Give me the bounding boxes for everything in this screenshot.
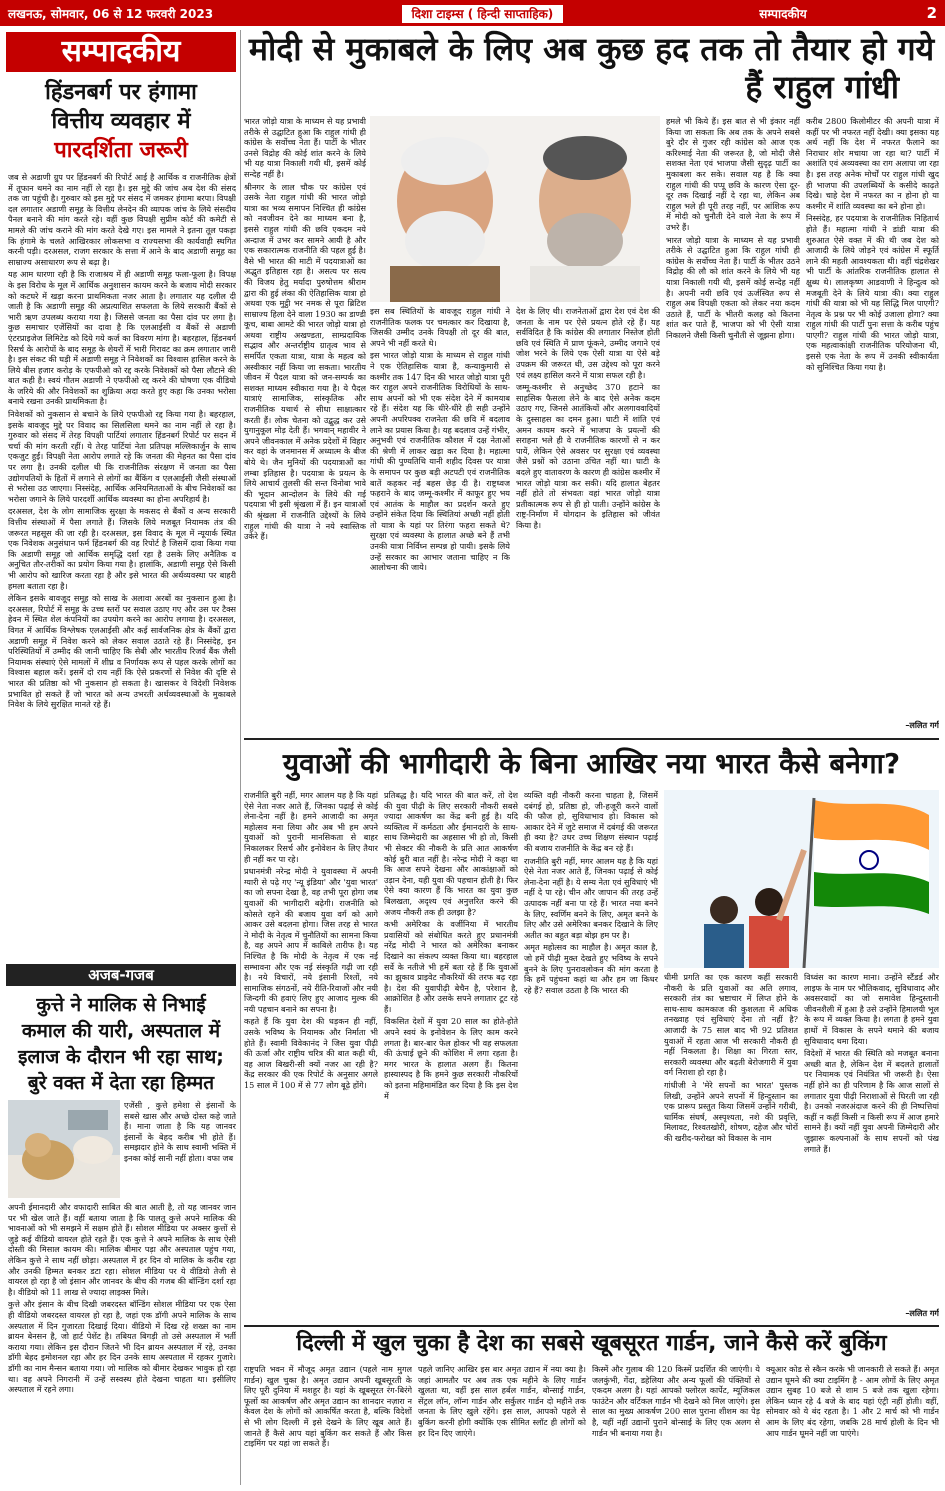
editorial-headline-line2: वित्तीय व्यवहार में: [51, 109, 191, 134]
rahul-paragraph: भारत जोड़ो यात्रा के माध्यम से यह प्रभावी तरीके से उद्घाटित हुआ कि राहुल गांधी ही कांग्रेस के सर्वोच्च नेता हैं। पार्टी के भीतर उनसे विद्रोह की कोई शांत करने के लिये भी यह यात्रा निकाली गयी थी, इसमें कोई सन्देह नहीं है।: [244, 116, 366, 179]
dog-story-paragraph: कुत्ते और इंसान के बीच दिखी जबरदस्त बॉन्डिंग सोशल मीडिया पर एक ऐसा ही वीडियो जबरदस्त वायरल हो रहा है, जहां एक डॉगी अपने मालिक के साथ अस्पताल में दिन गुजारता दिखाई दिया। वीडियो में दिख रहे शख्स का नाम ब्रायन बेनसन है, जो हार्ट पेशेंट है। तबियत बिगड़ी तो उसे अस्पताल में भर्ती कराया गया। लेकिन इस दौरान जितने भी दिन ब्रायन अस्पताल में रहे, उनका डॉगी बेहद इमोशनल रहा और हर दिन उनके साथ अस्पताल में रहकर गुजारे। डॉगी का नाम मैन्सन बताया गया। जो मालिक को बीमार देखकर भावुक हो रहा था। वह अपने निगरानी में उन्हें सस्वस्थ होते देखना चाहता था। इसीलिए अस्पताल में रहने लगा।: [8, 1299, 236, 1395]
dog-story-headline: [6, 992, 236, 1096]
dog-story-paragraph: एजेंसी , कुत्ते हमेशा से इंसानों के सबसे खास और अच्छे दोस्त कहे जाते हैं। माना जाता है कि यह जानवर इंसानों के बेहद करीब भी होते हैं। समझदार होने के साथ स्वामी भक्ति में इनका कोई सानी नहीं होता। वफा जब: [124, 1100, 236, 1163]
youth-paragraph: राजनीति बुरी नहीं, मगर आलम यह है कि यहां ऐसे नेता नजर आते हैं, जिनका पढ़ाई से कोई लेना-देना नहीं है। ये सम्य नेता एवं सुविधाएं भी नहीं दे पा रहे। चीन और जापान की तरह उन्हें उत्पादक नहीं बना पा रहे हैं। भारत नया बनने के लिए, स्वर्णिम बनने के लिए, अमृत बनने के लिए और उसे अमेरिका बनकर दिखाने के लिए अतीत का बहुत बड़ा बोझ हम पर है।: [524, 855, 658, 940]
dog-story-body-wrap: [124, 1100, 236, 1202]
garden-headline: दिल्ली में खुल चुका है देश का सबसे खूबसूरत गार्डन, जाने कैसे करें बुकिंग: [296, 1331, 887, 1356]
editorial-body: [8, 172, 236, 958]
ajab-gajab-section-label: अजब-गजब: [6, 964, 236, 986]
dog-headline-line4: बुरे वक्त में देता रहा हिम्मत: [27, 1072, 215, 1094]
youth-paragraph: विकसित देशों में युवा 20 साल का होते-होते अपने स्वयं के इनोवेशन के लिए काम करने लगता है। बार-बार फेल होकर भी वह सफलता की ऊंचाई छूने की कोशिश में लगा रहता है। मगर भारत के हालात अलग हैं। कितना हास्यास्पद है कि हमने कुछ सरकारी नौकरियों को इतना महिमामंडित कर दिया है कि इस देश में: [384, 1016, 518, 1101]
masthead-date: लखनऊ, सोमवार, 06 से 12 फरवरी 2023: [8, 6, 214, 21]
garden-col-2: पहले जानिए आखिर इस बार अमृत उद्यान में नया क्या है। जहां आमतौर पर अब तक एक महीने के लिए गार्डन खुलता था, वहीं इस साल हर्बल गार्डन, बोन्साई गार्डन, सेंट्रल लॉन, लॉन्ग गार्डन और सर्कुलर गार्डन दो महीने तक जनता के लिए खुले रहेंगे। इस साल, आपको पहले से बुकिंग करनी होगी क्योंकि एक सीमित स्लॉट ही लोगों को हर दिन दिए जाएंगे।: [418, 1364, 586, 1438]
youth-headline: युवाओं की भागीदारी के बिना आखिर नया भारत कैसे बनेगा?: [282, 747, 901, 780]
youth-paragraph: राजनीति बुरी नहीं, मगर आलम यह है कि यहां ऐसे नेता नजर आते हैं, जिनका पढ़ाई से कोई लेना-देना नहीं है। हमने आजादी का अमृत महोत्सव मना लिया और अब भी हम अपने युवाओं को पुरानी मानसिकता से बाहर निकालकर रिसर्च और इनोवेशन के लिए तैयार ही नहीं कर पा रहे।: [244, 790, 378, 864]
youth-paragraph: प्रतिबद्ध है। यदि भारत की बात करें, तो देश की युवा पीढ़ी के लिए सरकारी नौकरी सबसे ज्यादा आकर्षण का केंद्र बनी हुई है। यदि व्यक्तित्व में कर्मठता और ईमानदारी के साथ-साथ जिम्मेदारी का अहसास भी हो तो, किसी भी सेक्टर की नौकरी के प्रति आत आकर्षण कोई बुरी बात नहीं है। नरेन्द्र मोदी ने कहा था कि आज सपने देखना और आकांक्षाओं को उड़ान देना, यही युवा की पहचान होती है। फिर ऐसे क्या कारण हैं कि भारत का युवा कुछ बिलखता, अदृश्य एवं अनुत्तरित करने की अजय नौकरी तक ही उलझा है?: [384, 790, 518, 917]
youth-byline: –ललित गर्ग: [905, 1308, 939, 1318]
rahul-col-3: [516, 306, 660, 732]
youth-paragraph: कहते हैं कि युवा देश की धड़कन ही नहीं, उसके भविष्य के नियामक और निर्माता भी होते हैं। स्वामी विवेकानंद ने जिस युवा पीढ़ी की ऊर्जा और राष्ट्रीय चरित्र की बात कही थी, वह आज बिखरी-सी क्यों नजर आ रही है? केंद्र सरकार की एक रिपोर्ट के अनुसार अगले 15 साल में 100 में से 77 लोग बूढ़े होंगे।: [244, 1016, 378, 1091]
dog-photo-illustration: [8, 1100, 120, 1198]
youth-paragraph: अमृत महोत्सव का माहौल है। अमृत काल है, जो हमें पीढ़ी मुक्त देखते हुए भविष्य के सपने बुनने के लिए पुनरावलोकन की मांग करता है कि हमें पहुंचना कहां था और हम जा किधर रहे हैं? सवाल उठता है कि भारत की: [524, 942, 658, 995]
editorial-headline-line3: पारदर्शिता जरूरी: [54, 138, 188, 163]
page-number: 2: [926, 4, 937, 22]
editorial-paragraph: जब से अडाणी ग्रुप पर हिंडनबर्ग की रिपोर्ट आई है आर्थिक व राजनीतिक क्षेत्रों में तूफान थमने का नाम नहीं ले रहा है। इस मुद्दे की जांच अब देश की संसद तक जा पहुंची है। गुरुवार को इस मुद्दे पर संसद में जमकर हंगामा बरपा। विपक्षी दल लगातार अडाणी समूह के वित्तीय लेनदेन की व्यापक जांच के लिये संसदीय पैनल बनाने की मांग करते रहे। वहीं कुछ विपक्षी सुप्रीम कोर्ट की कमेटी से मामले की जांच कराने की मांग करते देखे गए। इस मामले ने इतना तूल पकड़ा कि हंगामे के चलते आखिरकार लोकसभा व राज्यसभा की कार्यवाही स्थगित करनी पड़ी। दरअसल, राजग सरकार के सत्ता में आने के बाद अडाणी समूह का साम्राज्य असाधारण रूप से बढ़ा है।: [8, 172, 236, 267]
dog-story-body: [8, 1202, 236, 1487]
masthead-paper-name: दिशा टाइम्स ( हिन्दी साप्ताहिक): [402, 5, 564, 23]
youth-col-5: [804, 972, 939, 1308]
youth-paragraph: गांधीजी ने 'मेरे सपनों का भारत' पुस्तक लिखी, उन्होंने अपने सपनों में हिन्दुस्तान का एक प्रारूप प्रस्तुत किया जिसमें उन्होंने गरीबी, धार्मिक संघर्ष, अस्पृश्यता, नशे की प्रवृत्ति, मिलावट, रिश्वतखोरी, शोषण, दहेज और चोरों की खरीद-फरोख्त को विकास के नाम: [664, 1079, 798, 1143]
youth-paragraph: विध्वंस का कारण माना। उन्होंने स्टैंडर्ड और लाइफ के नाम पर भौतिकवाद, सुविधावाद और अवसरवादों का जो समावेश हिन्दुस्तानी जीवनशैली में हुआ है उसे उन्होंने हिमालयी भूल के रूप में व्यक्त किया है। लगता है हमने युवा हाथों में विकास के सपने थमाने की बजाय सुविधावाद थमा दिया।: [804, 972, 939, 1046]
dog-hospital-photo: [8, 1100, 120, 1198]
youth-flag-photo: [664, 790, 939, 968]
rahul-paragraph: इस सब स्थितियों के बावजूद राहुल गांधी ने राजनीतिक फलक पर चमत्कार कर दिखाया है, जिसकी उम्मीद उनके विपक्षी तो दूर की बात, अपने भी नहीं करते थे।: [370, 306, 510, 348]
youth-paragraph: कभी अमेरिका के वर्जीनिया में भारतीय प्रवासियों को संबोधित करते हुए प्रधानमंत्री नरेंद्र मोदी ने भारत को अमेरिका बनाकर दिखाने का संकल्प व्यक्त किया था। बहरहाल सर्वे के नतीजे भी हमें बता रहे हैं कि युवाओं का झुकाव प्राइवेट नौकरियों की तरफ बढ़ रहा है। देश की युवापीढ़ी बेचैन है, परेशान है, आक्रोशित है और उसके सपने लगातार टूट रहे हैं।: [384, 919, 518, 1014]
dog-story-paragraph: अपनी ईमानदारी और वफादारी साबित की बात आती है, तो यह जानवर जान पर भी खेल जाते हैं। वहीं बताया जाता है कि पालतू कुत्ते अपने मालिक की भावनाओं को भी समझने में सक्षम होते हैं। सोशल मीडिया पर अक्सर कुत्तों से जुड़े कई वीडियो वायरल होते रहते हैं। एक कुत्ते ने अपने मालिक के साथ ऐसी दोस्ती की मिसाल कायम की। मालिक बीमार पड़ा और अस्पताल पहुंच गया, लेकिन कुत्ते ने साथ नहीं छोड़ा। अस्पताल में हर दिन वो मालिक के करीब रहा और उनकी हिम्मत बनकर डटा रहा। सोशल मीडिया पर ये वीडियो तेजी से वायरल हो रहा है जो इंसान और जानवर के बीच की गजब की बॉन्डिंग दर्शा रहा है। वीडियो को 11 लाख से ज्यादा लाइक्स मिले।: [8, 1202, 236, 1297]
rahul-byline: –ललित गर्ग: [905, 720, 939, 730]
dog-headline-line3: इलाज के दौरान भी रहा साथ;: [18, 1046, 224, 1068]
rahul-paragraph: भारत जोड़ो यात्रा के माध्यम से यह प्रभावी तरीके से उद्घाटित हुआ कि राहुल गांधी ही कांग्रेस के सर्वोच्च नेता हैं। पार्टी के भीतर उठने विद्रोह की लौ को शांत करने के लिये भी यह यात्रा निकाली गयी थी, इसमें कोई सन्देह नहीं है। अपनी नयी छवि एवं ऊर्जस्वित रूप से राहुल अब विपक्षी एकता को लेकर नया कदम उठाते हैं, पार्टी के भीतरी कलह को कितना शांत कर पाते हैं, भाजपा को भी ऐसी यात्रा निकालने जैसी किसी चुनौती से जूझना होगा।: [666, 234, 800, 340]
rahul-paragraph: हमले भी किये हैं। इस बात से भी इंकार नहीं किया जा सकता कि अब तक के अपने सबसे बुरे दौर से गुजर रही कांग्रेस को आज एक करिश्माई नेता की जरूरत है, जो मोदी जैसे सशक्त नेता एवं भाजपा जैसी सुदृढ़ पार्टी का मुकाबला कर सके। सवाल यह है कि क्या राहुल गांधी की पप्पू छवि के कारण ऐसा दूर-दूर तक दिखाई नहीं दे रहा था, लेकिन अब राहुल भले ही पूरी तरह नहीं, पर आंशिक रूप में मोदी को चुनौती देने वाले नेता के रूप में उभरे हैं।: [666, 116, 800, 232]
garden-col-1: राष्ट्रपति भवन में मौजूद अमृत उद्यान (पहले नाम मुगल गार्डन) खुल चुका है। अमृत उद्यान अपनी खूबसूरती के लिए पूरी दुनिया में मशहूर है। यहां के खूबसूरत रंग-बिरंगे फूलों का आकर्षण और अमृत उद्यान का शानदार नज़ारा न केवल देश के लोगों को आकर्षित करता है, बल्कि विदेशों से भी लोग दिल्ली में इसे देखने के लिए खूब आते हैं। जानते हैं कैसे आप यहां बुकिंग कर सकते हैं और किस टाइमिंग पर यहां जा सकते हैं।: [244, 1364, 412, 1449]
masthead-title: [306, 5, 659, 22]
youth-paragraph: विदेशों में भारत की स्थिति को मजबूत बनाना अच्छी बात है, लेकिन देश में बदलते हालातों पर नियामक एवं नियंत्रित भी जरूरी है। ऐसा नहीं होने का ही परिणाम है कि आज सालों से लगातार युवा पीढ़ी निराशाओं से घिरती जा रही है। उनको नजरअंदाज करने की ही निष्पत्तियां कहीं न कहीं किसी न किसी रूप में आज हमारे सामने हैं। क्यों नहीं युवा अपनी जिम्मेदारी और जुझारू कल्पनाओं के साथ सपनों को पंख लगाते हैं।: [804, 1048, 939, 1154]
rahul-col-1: [244, 116, 366, 732]
section-divider: [244, 738, 939, 740]
section-divider: [244, 1325, 939, 1327]
modi-rahul-photo: [370, 116, 660, 302]
rahul-headline: [244, 30, 939, 106]
rahul-paragraph: देश के लिए थी। राजनेताओं द्वारा देश एवं देश की जनता के नाम पर ऐसे प्रयत्न होते रहे हैं। यह सर्वविदित है कि कांग्रेस की लगातार निस्तेज होती छवि एवं स्थिति में प्राण फूंकने, उम्मीद जगाने एवं जोश भरने के लिये एक ऐसी यात्रा या ऐसे बड़े उपक्रम की जरूरत थी, उस उद्देश्य को पूरा करने एवं लक्ष्य हासिल करने में यात्रा सफल रही है।: [516, 306, 660, 380]
youth-paragraph: व्यक्ति वही नौकरी करना चाहता है, जिसमें दबंगई हो, प्रतिष्ठा हो, जी-हजूरी करने वालों की फौज हो, सुविधाभाव हो। विकास को आकार देने में जुटे समाज में दबंगई की जरूरत ही क्या है? उधर उच्च शिक्षण संस्थान पढ़ाई की बजाय राजनीति के केंद्र बन रहे हैं।: [524, 790, 658, 853]
rahul-paragraph: जम्मू-कश्मीर से अनुच्छेद 370 हटाने का साहसिक फैसला लेने के बाद ऐसे अनेक कदम उठाए गए, जिनसे आतंकियों और अलगाववादियों के दुस्साहस का दमन हुआ। घाटी में शांति एवं अमन कायम करने में भाजपा के प्रयत्नों की सराहना भले ही वे राजनीतिक कारणों से न कर पायें, लेकिन ऐसे अवसर पर सुरक्षा एवं व्यवस्था जैसे प्रश्नों को उठाना उचित नहीं था। घाटी के बदले हुए वातावरण के कारण ही कांग्रेस कश्मीर में भारत जोड़ो यात्रा कर सकी। यदि हालात बेहतर नहीं होते तो संभवतः वहां भारत जोड़ो यात्रा प्रतीकात्मक रूप से ही हो पाती। उन्होंने कांग्रेस के राष्ट्र-निर्माण में योगदान के इतिहास को जीवंत किया है।: [516, 382, 660, 530]
rahul-paragraph: इस भारत जोड़ो यात्रा के माध्यम से राहुल गांधी ने एक ऐतिहासिक यात्रा है, कन्याकुमारी से कश्मीर तक 147 दिन की भारत जोड़ो यात्रा पूरी कर राहुल अपने राजनीतिक विरोधियों के साथ-साथ अपनों को भी एक संदेश देने में कामयाब रहे हैं। संदेश यह कि धीरे-धीरे ही सही उन्होंने अपनी अपरिपक्व राजनेता की छवि में बदलाव लाने का प्रयास किया है। यह बदलाव उन्हें गंभीर, अनुभवी एवं राजनीतिक कौशल में दक्ष नेताओं की श्रेणी में लाकर खड़ा कर दिया है। महात्मा गांधी की पुण्यतिथि यानी शहीद दिवस पर यात्रा के समापन पर कुछ बड़ी अटपटी एवं राजनीतिक बातें कहकर नई बहस छेड़ दी है। राष्ट्रध्वज फहराने के बाद जम्मू-कश्मीर में काफूर हुए भय एवं आतंक के माहौल का प्रदर्शन करते हुए उन्होंने संकेत दिया कि स्थितियां अच्छी नहीं होती तो यात्रा के यहां पर तिरंगा फहरा सकते थे? सुरक्षा एवं व्यवस्था के हालात अच्छे बने हैं तभी उनकी यात्रा निर्विघ्न सम्पन्न हो पायी। इसके लिये उन्हें सरकार का आभार जताना चाहिए न कि आलोचना की जाये।: [370, 350, 510, 573]
editorial-headline-line1: हिंडनबर्ग पर हंगामा: [45, 80, 197, 105]
rahul-headline-line1: मोदी से मुकाबले के लिए अब कुछ हद तक तो तैयार हो गये: [248, 30, 935, 68]
garden-col-4: क्यूआर कोड से स्कैन करके भी जानकारी ले सकते हैं। अमृत उद्यान घूमने की क्या टाइमिंग है - आम लोगों के लिए अमृत उद्यान सुबह 10 बजे से शाम 5 बजे तक खुला रहेगा। लेकिन ध्यान रहे 4 बजे के बाद यहां एंट्री नहीं होती। वहीं, सोमवार को ये बंद रहता है। 1 और 2 मार्च को भी गार्डन आम के लिए बंद रहेगा, जबकि 28 मार्च होली के दिन भी आप गार्डन घूमने नहीं जा पाएंगे।: [766, 1364, 939, 1438]
youth-col-4: [664, 972, 798, 1320]
masthead-section: सम्पादकीय: [759, 6, 807, 21]
youth-flag-illustration: [664, 790, 939, 968]
rahul-col-4: [666, 116, 800, 732]
youth-col-2: [384, 790, 518, 1320]
dog-headline-line2: कमाल की यारी, अस्पताल में: [21, 1020, 221, 1042]
masthead-bar: [0, 0, 945, 26]
garden-col-3: किस्में और गुलाब की 120 किस्में प्रदर्शित की जाएंगी। ये जलकुंभी, गेंदा, डहेलिया और अन्य फूलों की पंक्तियों से एकदम अलग है। यहां आपको फ्लोरल कार्पेट, म्यूजिकल फाउंटेन और वर्टिकल गार्डन भी देखने को मिल जाएंगे। इस साल का मुख्य आकर्षण 200 साल पुराना शीशम का पेड़ है, यहीं नहीं उद्यानों पुराने बोन्साई के लिए एक अलग से गार्डन भी बनाया गया है।: [592, 1364, 760, 1438]
editorial-paragraph: दरअसल, देश के लोग सामाजिक सुरक्षा के मकसद से बैंकों व अन्य सरकारी वित्तीय संस्थाओं में पैसा लगाते हैं। जिसके लिये मजबूत नियामक तंत्र की जरूरत महसूस की जा रही है। दरअसल, इस विवाद के मूल में न्यूयार्क स्थित एक निवेशक अनुसंधान फर्म हिंडनबर्ग की वह रिपोर्ट है जिसमें दावा किया गया कि अडाणी समूह जो आर्थिक समृद्धि दर्शा रहा है उसके लिए अनैतिक व अनुचित तौर-तरीकों का प्रयोग किया गया है। हालांकि, अडाणी समूह ऐसे किसी भी आरोप को खारिज करता रहा है और इसे भारत की अर्थव्यवस्था पर बाहरी हमला बताता रहा है।: [8, 506, 236, 591]
rahul-headline-line2: हैं राहुल गांधी: [745, 68, 899, 106]
youth-col-1: [244, 790, 378, 1320]
leaders-portrait-illustration: [370, 116, 660, 302]
editorial-paragraph: निवेशकों को नुकसान से बचाने के लिये एफपीओ रद्द किया गया है। बहरहाल, इसके बावजूद मुद्दे पर विवाद का सिलसिला थमने का नाम नहीं ले रहा है। गुरुवार को संसद में तेरह विपक्षी पार्टियां लगातार हिंडनबर्ग रिपोर्ट पर सदन में चर्चा की मांग करती रहीं। ये तेरह पार्टियां नेता प्रतिपक्ष मल्लिकार्जुन के साथ एकजुट हुईं। विपक्षी नेता आरोप लगाते रहे कि जनता की मेहनत का पैसा दांव पर लगा है। उनकी दलील थी कि राजनीतिक संरक्षण में जनता का पैसा उद्योगपतियों के हितों में लगाने से लोगों का बैंकिंग व एलआईसी जैसी संस्थाओं से भरोसा उठ जाएगा। निस्संदेह, आर्थिक अनियमितताओं के बीच निवेशकों का भरोसा जगाने के लिये पारदर्शी आर्थिक व्यवस्था का होना अपरिहार्य है।: [8, 409, 236, 504]
rahul-paragraph: श्रीनगर के लाल चौक पर कांग्रेस एवं उसके नेता राहुल गांधी की भारत जोड़ो यात्रा का भव्य समापन निश्चित ही कांग्रेस को नवजीवन देने का माध्यम बना है, इससे राहुल गांधी की छवि एकदम नये अन्दाज में उभर कर सामने आयी है और एक सकारात्मक राजनीति की पहल हुई है। वैसे भी भारत की माटी में पदयात्राओं का अद्भुत इतिहास रहा है। असत्य पर सत्य की विजय हेतु मर्यादा पुरुषोत्तम श्रीराम द्वारा की हुई लंका की ऐतिहासिक यात्रा हो अथवा एक मुट्ठी भर नमक से पूरा ब्रिटिश साम्राज्य हिला देने वाला 1930 का डाण्डी कूच, बाबा आमटे की भारत जोड़ो यात्रा हो अथवा राष्ट्रीय अखण्डता, साम्प्रदायिक सद्भाव और अन्तर्राष्ट्रीय ग्रातृत्व भाव से समर्पित एकता यात्रा, यात्रा के महत्व को अस्वीकार नहीं किया जा सकता। भारतीय जीवन में पैदल यात्रा को जन-सम्पर्क का सशक्त माध्यम स्वीकारा गया है। ये पैदल यात्राएं सामाजिक, सांस्कृतिक और राजनीतिक यथार्थ से सीधा साक्षात्कार करती हैं। लोक चेतना को उद्बुद्ध कर उसे युगानुकूल मोड़ देती हैं। भगवान् महावीर ने अपने जीवनकाल में अनेक प्रदेशों में विहार कर वहां के जनमानस में अध्यात्म के बीज बोये थे। जैन मुनियों की पदयात्राओं का लम्बा इतिहास है। पदयात्रा के प्रयत्न के लिये आचार्य तुलसी की सन्त विनोबा भावे की भूदान आन्दोलन के लिये की गई पदयात्रा भी इसी श्रृंखला में हैं। इन यात्राओं की श्रृंखला में राजनीति उद्देश्यों के लिये राहुल गांधी की यात्रा ने नये स्वास्तिक उकेरे हैं।: [244, 181, 366, 542]
rahul-paragraph: करीब 2800 किलोमीटर की अपनी यात्रा में कहीं पर भी नफरत नहीं देखी। क्या इसका यह अर्थ नहीं कि देश में नफरत फैलाने का निराधार शोर मचाया जा रहा था? पार्टी में अशांति एवं अव्यवस्था का राग अलापा जा रहा है। इस तरह अनेक मोर्चों पर राहुल गांधी खुद ही भाजपा की उपलब्धियों के कसीदे काढ़ते दिखे। चाहे देश में नफरत का न होना हो या कश्मीर में शांति व्यवस्था का बने होना हो।: [806, 116, 939, 211]
editorial-paragraph: लेकिन इसके बावजूद समूह को साख के अलावा अरबों का नुकसान हुआ है। दरअसल, रिपोर्ट में समूह के उच्च स्तरों पर सवाल उठाए गए और उस पर टैक्स हेवन में स्थित शेल कंपनियों का उपयोग करने का आरोप लगाया है। दरअसल, विगत में आर्थिक विश्लेषक एलआईसी और कई सार्वजनिक क्षेत्र के बैंकों द्वारा अडाणी समूह में निवेश करने को लेकर सवाल उठाते रहे हैं। निस्संदेह, इन परिस्थितियों में उम्मीद की जानी चाहिए कि सेबी और भारतीय रिजर्व बैंक जैसी नियामक संस्थाएं ऐसे मामलों में शीघ्र व निर्णायक रूप से पहल करके लोगों का विश्वास बहाल करें। इसमें दो राय नहीं कि ऐसे प्रकरणों से निवेश की दृष्टि से भारत की प्रतिष्ठा को भी नुकसान हो सकता है। खासकर वे विदेशी निवेशक प्रभावित हो सकते हैं जो भारत को अन्य उभरती अर्थव्यवस्थाओं के मुकाबले निवेश के लिये सुरक्षित मानते रहे हैं।: [8, 593, 236, 710]
rahul-paragraph: निस्संदेह, हर पदयात्रा के राजनीतिक निहितार्थ होते हैं। महात्मा गांधी ने डांडी यात्रा की शुरुआत ऐसे वक्त में की थी जब देश को आजादी के लिये जोड़ने एवं कांग्रेस में स्फूर्ति लाने की महती आवश्यकता थी। वहीं चंद्रशेखर भी पार्टी के आंतरिक राजनीतिक हालात से क्षुब्ध थे। लालकृष्ण आडवाणी ने हिन्दुत्व को मजबूती देने के लिये यात्रा की। क्या राहुल गांधी की यात्रा को भी यह सिद्धि मिल पाएगी? नेतृत्व के प्रश्न पर भी कोई उजाला होगा? क्या राहुल गांधी की पार्टी पुनः सत्ता के करीब पहुंच पाएगी? राहुल गांधी की भारत जोड़ो यात्रा, एक महत्वाकांक्षी राजनीतिक परियोजना थी, इससे एक नेता के रूप में उनकी स्वीकार्यता को सुनिश्चित किया गया है।: [806, 213, 939, 372]
youth-paragraph: प्रधानमंत्री नरेन्द्र मोदी ने युवावस्था में अपनी ग्यारी से पढ़े गए 'न्यू इंडिया' और 'युवा भारत' का जो सपना देखा है, वह तभी पूरा होगा जब युवाओं की भागीदारी बढ़ेगी। राजनीति को कोसते रहने की बजाय युवा वर्ग को आगे आकर उसे बदलना होगा। जिस तरह से भारत ने मोदी के नेतृत्व में चुनौतियों का सामना किया है, वह अपने आप में काबिले तारीफ है। यह निश्चित है कि मोदी के नेतृत्व में एक नई सम्भावना और एक नई संस्कृति गढ़ी जा रही है। नये विचारों, नये इंसानी रिश्तों, नये सामाजिक संगठनों, नये रीति-रिवाजों और नयी जिन्दगी की हवाएं लिए हुए आजाद मुल्क की नयी पहचान बनाने का सपना है।: [244, 866, 378, 1014]
rahul-col-5: [806, 116, 939, 720]
youth-col-3: [524, 790, 658, 1320]
editorial-paragraph: यह आम धारणा रही है कि राजाश्रय में ही अडाणी समूह फला-फूला है। विपक्ष के इस विरोध के मूल में आर्थिक अनुशासन कायम करने के बजाय मोदी सरकार को कटघरे में खड़ा करना प्राथमिकता नजर आता है। लगातार यह दलील दी जाती है कि अडाणी समूह की अप्रत्याशित सफलता के लिये सरकारी बैंकों से भारी ऋण उपलब्ध कराया गया है। जिससे जनता का पैसा दांव पर लगा है। कुछ समाचार एजेंसियों का दावा है कि एलआईसी व बैंकों से अडाणी एंटरप्राइजेज लिमिटेड को दिये गये कर्ज का विवरण मांगा है। बहरहाल, हिंडनबर्ग रिसर्च के आरोपों के बाद समूह के शेयरों में भारी गिरावट का क्रम लगातार जारी है। इस संकट की घड़ी में अडाणी समूह ने निवेशकों का विश्वास हासिल करने के लिये बीस हजार करोड़ के एफपीओ को रद्द करके निवेशकों को पैसा लौटाने की बात कही है। स्वयं गौतम अडाणी ने एफपीओ रद्द करने की घोषणा एक वीडियो के जरिये की और निवेशकों का शुक्रिया अदा करते हुए कहा कि उनका भरोसा बनाये रखना उनकी प्राथमिकता है।: [8, 269, 236, 407]
editorial-headline: [6, 78, 236, 165]
column-divider: [240, 30, 241, 1485]
youth-paragraph: धीमी प्रगति का एक कारण कहीं सरकारी नौकरी के प्रति युवाओं का अति लगाव, सरकारी तंत्र का भ्रष्टाचार में लिप्त होने के साथ-साथ कामकाज की कुशलता में अधिक तनख्वाह एवं सुविधाएं देना तो नहीं है? आजादी के 75 साल बाद भी 92 प्रतिशत युवाओं में रहता आज भी सरकारी नौकरी ही नहीं निकलता है। शिक्षा का गिरता स्तर, सरकारी व्यवस्था और बढ़ती बेरोजगारी में युवा वर्ग निराशा हो रहा है।: [664, 972, 798, 1078]
dog-headline-line1: कुत्ते ने मालिक से निभाई: [36, 994, 206, 1016]
rahul-col-2: [370, 306, 510, 732]
editorial-section-label: सम्पादकीय: [6, 32, 236, 72]
